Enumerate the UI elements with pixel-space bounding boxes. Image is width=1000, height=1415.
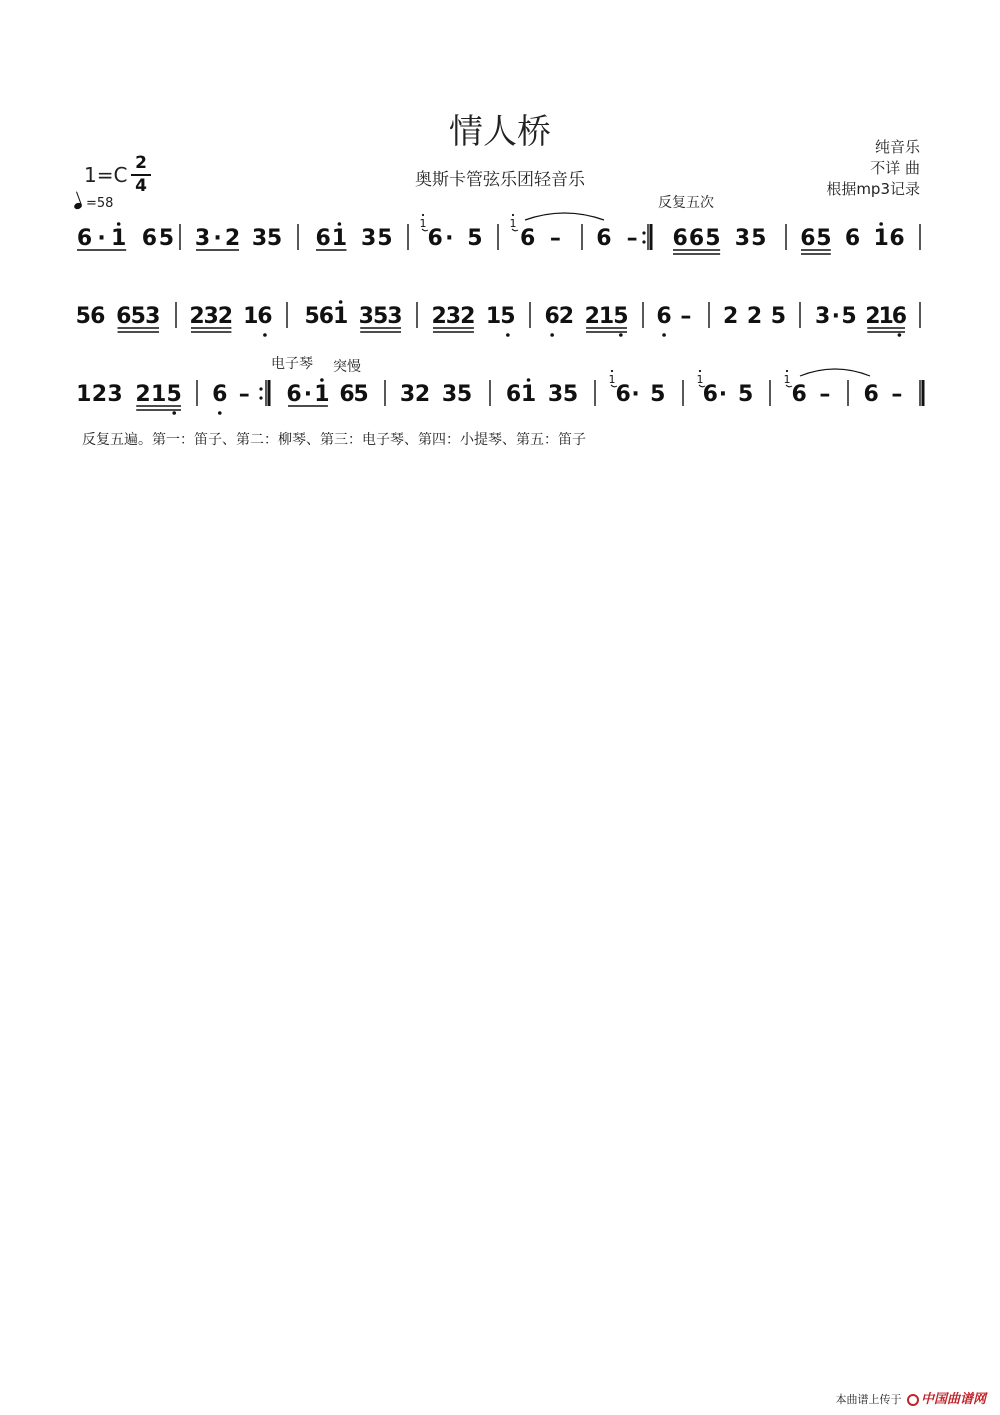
low-octave-dot — [218, 411, 222, 415]
note: 6 — [520, 226, 536, 251]
measure — [544, 304, 628, 337]
note: 5 — [738, 382, 754, 407]
note: 6 — [257, 304, 273, 329]
note: 5 — [304, 304, 320, 329]
tie-slur — [800, 369, 870, 376]
note: 6 — [315, 226, 331, 251]
high-octave-dot — [320, 378, 324, 382]
dot-mark: · — [631, 382, 640, 407]
note: 6 — [889, 226, 905, 251]
dash-mark: – — [238, 382, 250, 407]
note: 2 — [722, 304, 739, 329]
note: 2 — [460, 304, 476, 329]
note: 1 — [150, 382, 167, 407]
note: 1 — [243, 304, 259, 329]
measure — [616, 382, 666, 407]
dot-mark: · — [97, 226, 106, 251]
note: 5 — [770, 304, 787, 329]
repeat-dot — [642, 240, 645, 243]
note: 6 — [544, 304, 560, 329]
footnote: 反复五遍。第一：笛子、第二：柳琴、第三：电子琴、第四：小提琴、第五：笛子 — [82, 432, 586, 448]
measure — [723, 304, 786, 329]
note: 5 — [500, 304, 516, 329]
grace-note: 1 — [696, 373, 704, 386]
note: 6 — [339, 382, 355, 407]
grace-high-dot — [786, 370, 788, 372]
measure — [212, 382, 250, 415]
note: 3 — [445, 304, 462, 329]
dash-mark: – — [891, 382, 903, 407]
note: 3 — [814, 304, 831, 329]
note: 5 — [266, 226, 283, 251]
site-credit — [835, 1388, 986, 1407]
note: 2 — [224, 226, 241, 251]
note: 6 — [800, 226, 816, 251]
time-signature-top: 2 — [135, 153, 147, 173]
note: 6 — [844, 226, 861, 251]
measure — [520, 226, 561, 251]
note: 1 — [873, 226, 889, 251]
repeat-annotation: 反复五次 — [658, 195, 714, 211]
score-row-1-svg — [0, 212, 1000, 262]
note: 6 — [76, 226, 93, 251]
note: 5 — [456, 382, 473, 407]
site-logo-icon — [907, 1394, 919, 1406]
note: 6 — [141, 226, 158, 251]
note: 3 — [251, 226, 268, 251]
tie-slur — [525, 213, 604, 220]
measure — [76, 382, 182, 415]
note: 5 — [841, 304, 857, 329]
note: 2 — [189, 304, 205, 329]
instrument-annotation: 电子琴 — [271, 356, 313, 372]
note: 1 — [331, 226, 348, 251]
subtitle: 奥斯卡管弦乐团轻音乐 — [415, 170, 585, 190]
site-name: 中国曲谱网 — [920, 1392, 986, 1407]
note: 2 — [217, 304, 234, 329]
note: 2 — [584, 304, 600, 329]
low-octave-dot — [619, 333, 623, 337]
credits-block — [826, 137, 920, 200]
score-row-3 — [0, 368, 1000, 418]
credit-prefix: 本曲谱上传于 — [835, 1393, 902, 1406]
note: 6 — [116, 304, 132, 329]
measure — [286, 378, 368, 407]
note: 1 — [111, 226, 127, 251]
note: 1 — [878, 304, 894, 329]
time-signature-bottom: 4 — [135, 176, 147, 196]
note: 1 — [314, 382, 330, 407]
dash-mark: – — [626, 226, 638, 251]
note: 6 — [596, 226, 612, 251]
dot-mark: · — [718, 382, 728, 407]
grace-note: 1 — [783, 373, 791, 386]
measure — [431, 304, 515, 337]
measure — [815, 304, 907, 337]
note: 5 — [372, 304, 389, 329]
grace-high-dot — [699, 370, 701, 372]
note: 3 — [441, 382, 458, 407]
note: 1 — [485, 304, 502, 329]
note: 1 — [76, 382, 92, 407]
note: 3 — [145, 304, 161, 329]
note: 5 — [613, 304, 629, 329]
repeat-dot — [259, 387, 262, 390]
measure — [656, 304, 691, 337]
note: 1 — [598, 304, 615, 329]
score-row-2 — [0, 290, 1000, 340]
note: 3 — [399, 382, 416, 407]
quarter-note-icon — [73, 202, 83, 210]
note: 5 — [562, 382, 579, 407]
note: 6 — [505, 382, 522, 407]
low-octave-dot — [898, 333, 902, 337]
score-row-1 — [0, 212, 1000, 262]
high-octave-dot — [339, 300, 343, 304]
note: 6 — [427, 226, 443, 251]
note: 6 — [615, 382, 631, 407]
grace-high-dot — [422, 214, 424, 216]
low-octave-dot — [172, 411, 176, 415]
low-octave-dot — [662, 333, 666, 337]
note: 3 — [358, 304, 374, 329]
note: 6 — [212, 382, 228, 407]
dot-mark: · — [213, 226, 222, 251]
measure — [673, 226, 767, 254]
note: 6 — [702, 382, 718, 407]
composer-label: 不详 曲 — [870, 159, 920, 177]
measure — [596, 226, 637, 251]
measure — [189, 304, 272, 337]
grace-high-dot — [611, 370, 613, 372]
dash-mark: – — [680, 304, 692, 329]
note: 6 — [286, 382, 302, 407]
measure — [703, 382, 754, 407]
note: 6 — [656, 304, 672, 329]
note: 6 — [90, 304, 106, 329]
note: 5 — [158, 226, 175, 251]
score-row-3-svg — [0, 368, 1000, 418]
note: 2 — [558, 304, 575, 329]
grace-note: 1 — [608, 373, 616, 386]
low-octave-dot — [550, 333, 554, 337]
source-label: 根据mp3记录 — [826, 180, 920, 198]
note: 3 — [194, 226, 211, 251]
note: 2 — [91, 382, 108, 407]
grace-note: 1 — [509, 217, 517, 230]
measure — [400, 382, 472, 407]
note: 2 — [865, 304, 881, 329]
dash-mark: – — [549, 226, 561, 251]
repeat-dot — [259, 396, 262, 399]
genre-label: 纯音乐 — [874, 138, 920, 156]
note: 2 — [746, 304, 763, 329]
page-title: 情人桥 — [449, 112, 551, 152]
note: 3 — [107, 382, 123, 407]
note: 5 — [705, 226, 721, 251]
note: 5 — [166, 382, 182, 407]
low-octave-dot — [506, 333, 510, 337]
note: 3 — [387, 304, 403, 329]
grace-high-dot — [512, 214, 514, 216]
note: 3 — [203, 304, 219, 329]
note: 5 — [650, 382, 666, 407]
note: 5 — [467, 226, 483, 251]
measure — [506, 378, 578, 407]
tempo-marking — [74, 196, 113, 211]
note: 6 — [863, 382, 879, 407]
high-octave-dot — [338, 222, 342, 226]
dot-mark: · — [831, 304, 841, 329]
dot-mark: · — [445, 226, 454, 251]
note: 5 — [130, 304, 146, 329]
note: 5 — [353, 382, 369, 407]
grace-note: 1 — [419, 217, 427, 230]
high-octave-dot — [527, 378, 531, 382]
note: 1 — [333, 304, 349, 329]
note: 2 — [414, 382, 431, 407]
measure — [791, 382, 830, 407]
measure — [304, 300, 402, 332]
note: 1 — [520, 382, 537, 407]
note: 5 — [816, 226, 832, 251]
note: 6 — [688, 226, 705, 251]
dash-mark: – — [819, 382, 831, 407]
note: 3 — [547, 382, 564, 407]
time-signature — [131, 154, 151, 196]
measure — [76, 304, 161, 332]
note: 6 — [672, 226, 688, 251]
note: 2 — [135, 382, 151, 407]
repeat-dot — [642, 231, 645, 234]
measure — [77, 222, 174, 251]
note: 3 — [734, 226, 751, 251]
measure — [800, 222, 904, 254]
note: 6 — [891, 304, 908, 329]
dot-mark: · — [303, 382, 313, 407]
note: 5 — [75, 304, 91, 329]
high-octave-dot — [879, 222, 883, 226]
tempo-change-annotation: 突慢 — [333, 359, 361, 375]
note: 6 — [791, 382, 807, 407]
high-octave-dot — [117, 222, 121, 226]
note: 5 — [751, 226, 767, 251]
note: 6 — [318, 304, 335, 329]
note: 2 — [431, 304, 447, 329]
measure — [195, 226, 282, 251]
note: 3 — [360, 226, 377, 251]
tempo-value: =58 — [86, 196, 114, 211]
low-octave-dot — [263, 333, 267, 337]
measure — [427, 226, 482, 251]
measure — [315, 222, 392, 251]
key-signature: 1=C — [84, 163, 128, 187]
note: 5 — [377, 226, 393, 251]
score-row-2-svg — [0, 290, 1000, 340]
measure — [863, 382, 902, 407]
